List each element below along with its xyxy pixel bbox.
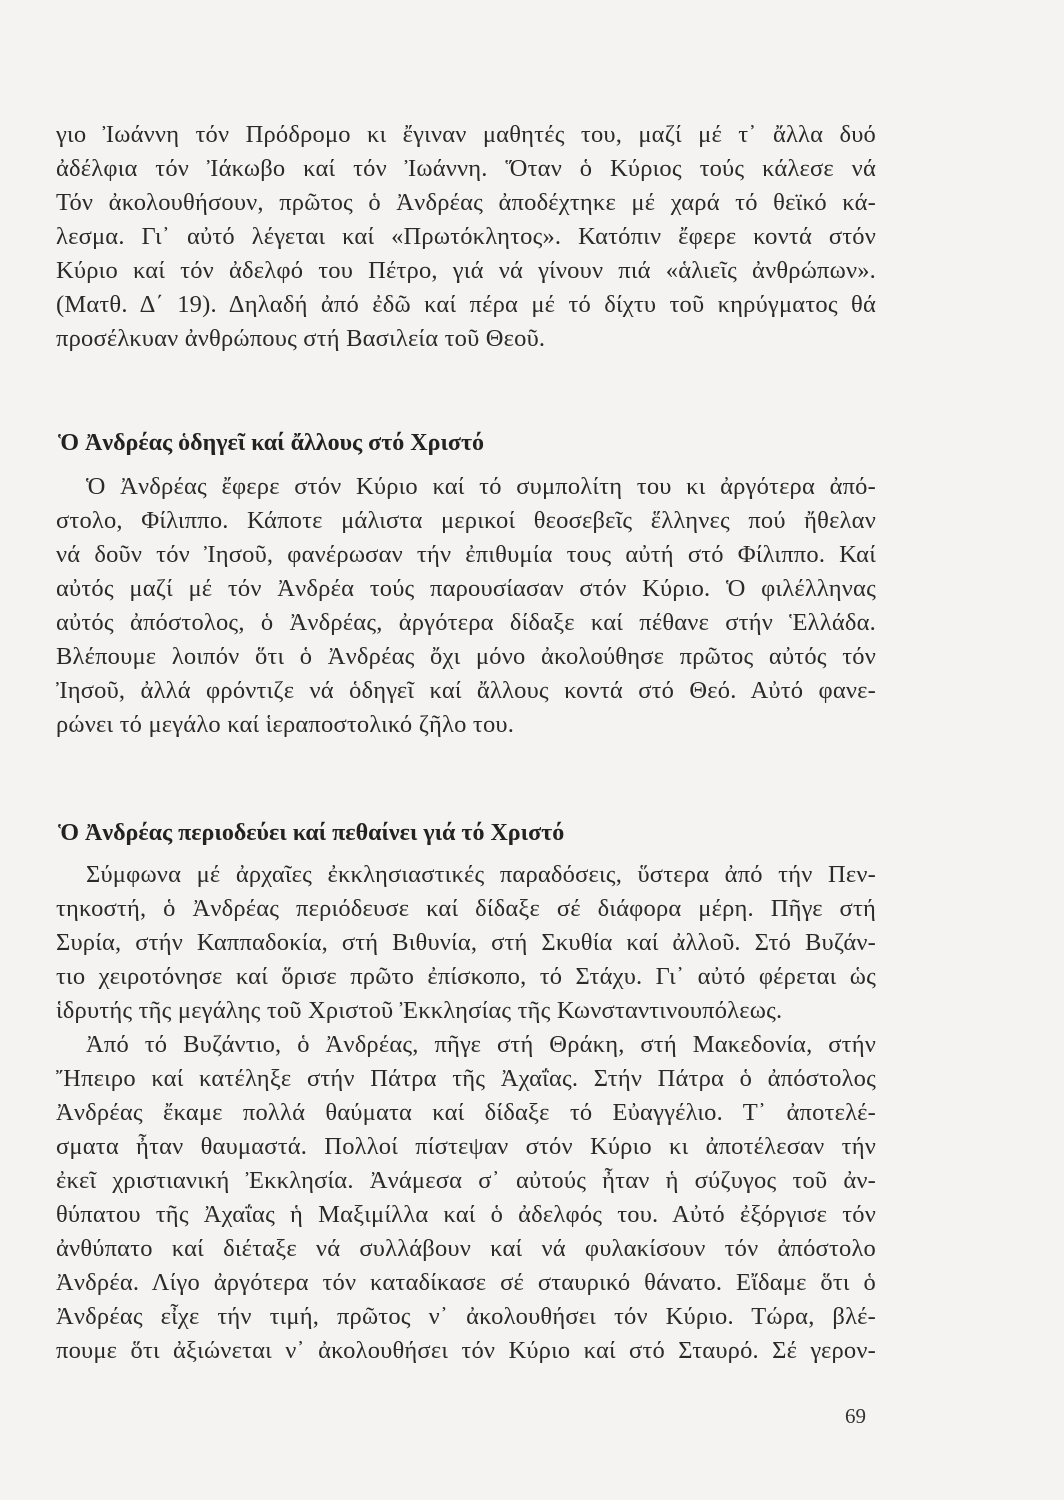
text-line: τιο χειροτόνησε καί ὅρισε πρῶτο ἐπίσκοπο, τό Στάχυ. Γι᾽ αὐτό φέρεται ὡς [56, 963, 876, 990]
text-line: Τόν ἀκολουθήσουν, πρῶτος ὁ Ἀνδρέας ἀποδέχτηκε μέ χαρά τό θεϊκό κά- [56, 189, 876, 216]
page-number: 69 [845, 1404, 866, 1428]
text-line: Ἀνδρέας ἔκαμε πολλά θαύματα καί δίδαξε τό Εὐαγγέλιο. Τ᾽ ἀποτελέ- [56, 1099, 876, 1126]
section-1-body [56, 470, 876, 742]
text-line: Ἀπό τό Βυζάντιο, ὁ Ἀνδρέας, πῆγε στή Θράκη, στή Μακεδονία, στήν [86, 1031, 876, 1058]
text-line: ρώνει τό μεγάλο καί ἱεραποστολικό ζῆλο του. [56, 711, 515, 738]
text-line: Ὁ Ἀνδρέας ἔφερε στόν Κύριο καί τό συμπολίτη του κι ἀργότερα ἀπό- [86, 473, 876, 500]
text-line: στολο, Φίλιππο. Κάποτε μάλιστα μερικοί θεοσεβεῖς ἕλληνες πού ἤθελαν [56, 507, 876, 534]
text-line: ἐκεῖ χριστιανική Ἐκκλησία. Ἀνάμεσα σ᾽ αὐτούς ἦταν ἡ σύζυγος τοῦ ἀν- [56, 1167, 876, 1194]
text-line: Βλέπουμε λοιπόν ὅτι ὁ Ἀνδρέας ὄχι μόνο ἀκολούθησε πρῶτος αὐτός τόν [56, 643, 876, 670]
text-line: τηκοστή, ὁ Ἀνδρέας περιόδευσε καί δίδαξε σέ διάφορα μέρη. Πῆγε στή [56, 895, 876, 922]
text-line: πουμε ὅτι ἀξιώνεται ν᾽ ἀκολουθήσει τόν Κύριο καί στό Σταυρό. Σέ γερον- [56, 1337, 876, 1364]
text-line: Σύμφωνα μέ ἀρχαῖες ἐκκλησιαστικές παραδόσεις, ὕστερα ἀπό τήν Πεν- [86, 861, 876, 888]
text-line: προσέλκυαν ἀνθρώπους στή Βασιλεία τοῦ Θεοῦ. [56, 325, 546, 352]
text-line: Συρία, στήν Καππαδοκία, στή Βιθυνία, στή Σκυθία καί ἀλλοῦ. Στό Βυζάν- [56, 929, 876, 956]
text-line: ἀνθύπατο καί διέταξε νά συλλάβουν καί νά φυλακίσουν τόν ἀπόστολο [56, 1235, 876, 1262]
text-line: (Ματθ. Δ΄ 19). Δηλαδή ἀπό ἐδῶ καί πέρα μέ τό δίχτυ τοῦ κηρύγματος θά [56, 291, 876, 318]
text-line: αὐτός ἀπόστολος, ὁ Ἀνδρέας, ἀργότερα δίδαξε καί πέθανε στήν Ἑλλάδα. [56, 609, 876, 636]
text-line: Ἰησοῦ, ἀλλά φρόντιζε νά ὁδηγεῖ καί ἄλλους κοντά στό Θεό. Αὐτό φανε- [56, 677, 876, 704]
text-line: Ἀνδρέα. Λίγο ἀργότερα τόν καταδίκασε σέ σταυρικό θάνατο. Εἴδαμε ὅτι ὁ [56, 1269, 876, 1296]
text-line: σματα ἦταν θαυμαστά. Πολλοί πίστεψαν στόν Κύριο κι ἀποτέλεσαν τήν [56, 1133, 876, 1160]
text-line: ἱδρυτής τῆς μεγάλης τοῦ Χριστοῦ Ἐκκλησίας τῆς Κωνσταντινουπόλεως. [56, 997, 783, 1024]
text-line: ἀδέλφια τόν Ἰάκωβο καί τόν Ἰωάννη. Ὅταν ὁ Κύριος τούς κάλεσε νά [56, 155, 876, 182]
text-line: νά δοῦν τόν Ἰησοῦ, φανέρωσαν τήν ἐπιθυμία τους αὐτή στό Φίλιππο. Καί [56, 541, 876, 568]
text-line: Ἤπειρο καί κατέληξε στήν Πάτρα τῆς Ἀχαΐας. Στήν Πάτρα ὁ ἀπόστολος [56, 1065, 876, 1092]
text-line: αὐτός μαζί μέ τόν Ἀνδρέα τούς παρουσίασαν στόν Κύριο. Ὁ φιλέλληνας [56, 575, 876, 602]
text-line: λεσμα. Γι᾽ αὐτό λέγεται καί «Πρωτόκλητος». Κατόπιν ἔφερε κοντά στόν [56, 223, 876, 250]
text-line: θύπατου τῆς Ἀχαΐας ἡ Μαξιμίλλα καί ὁ ἀδελφός του. Αὐτό ἐξόργισε τόν [56, 1201, 876, 1228]
section-heading-andrew-travels-and-dies: Ὁ Ἀνδρέας περιοδεύει καί πεθαίνει γιά τό Χριστό [58, 820, 565, 846]
text-line: Ἀνδρέας εἶχε τήν τιμή, πρῶτος ν᾽ ἀκολουθήσει τόν Κύριο. Τώρα, βλέ- [56, 1303, 876, 1330]
text-line: Κύριο καί τόν ἀδελφό του Πέτρο, γιά νά γίνουν πιά «ἁλιεῖς ἀνθρώπων». [56, 257, 876, 284]
paragraph-continued [56, 118, 876, 356]
section-2-body [56, 858, 876, 1368]
text-line: γιο Ἰωάννη τόν Πρόδρομο κι ἔγιναν μαθητές του, μαζί μέ τ᾽ ἄλλα δυό [56, 121, 876, 148]
section-heading-andrew-leads-others: Ὁ Ἀνδρέας ὁδηγεῖ καί ἄλλους στό Χριστό [58, 430, 485, 456]
